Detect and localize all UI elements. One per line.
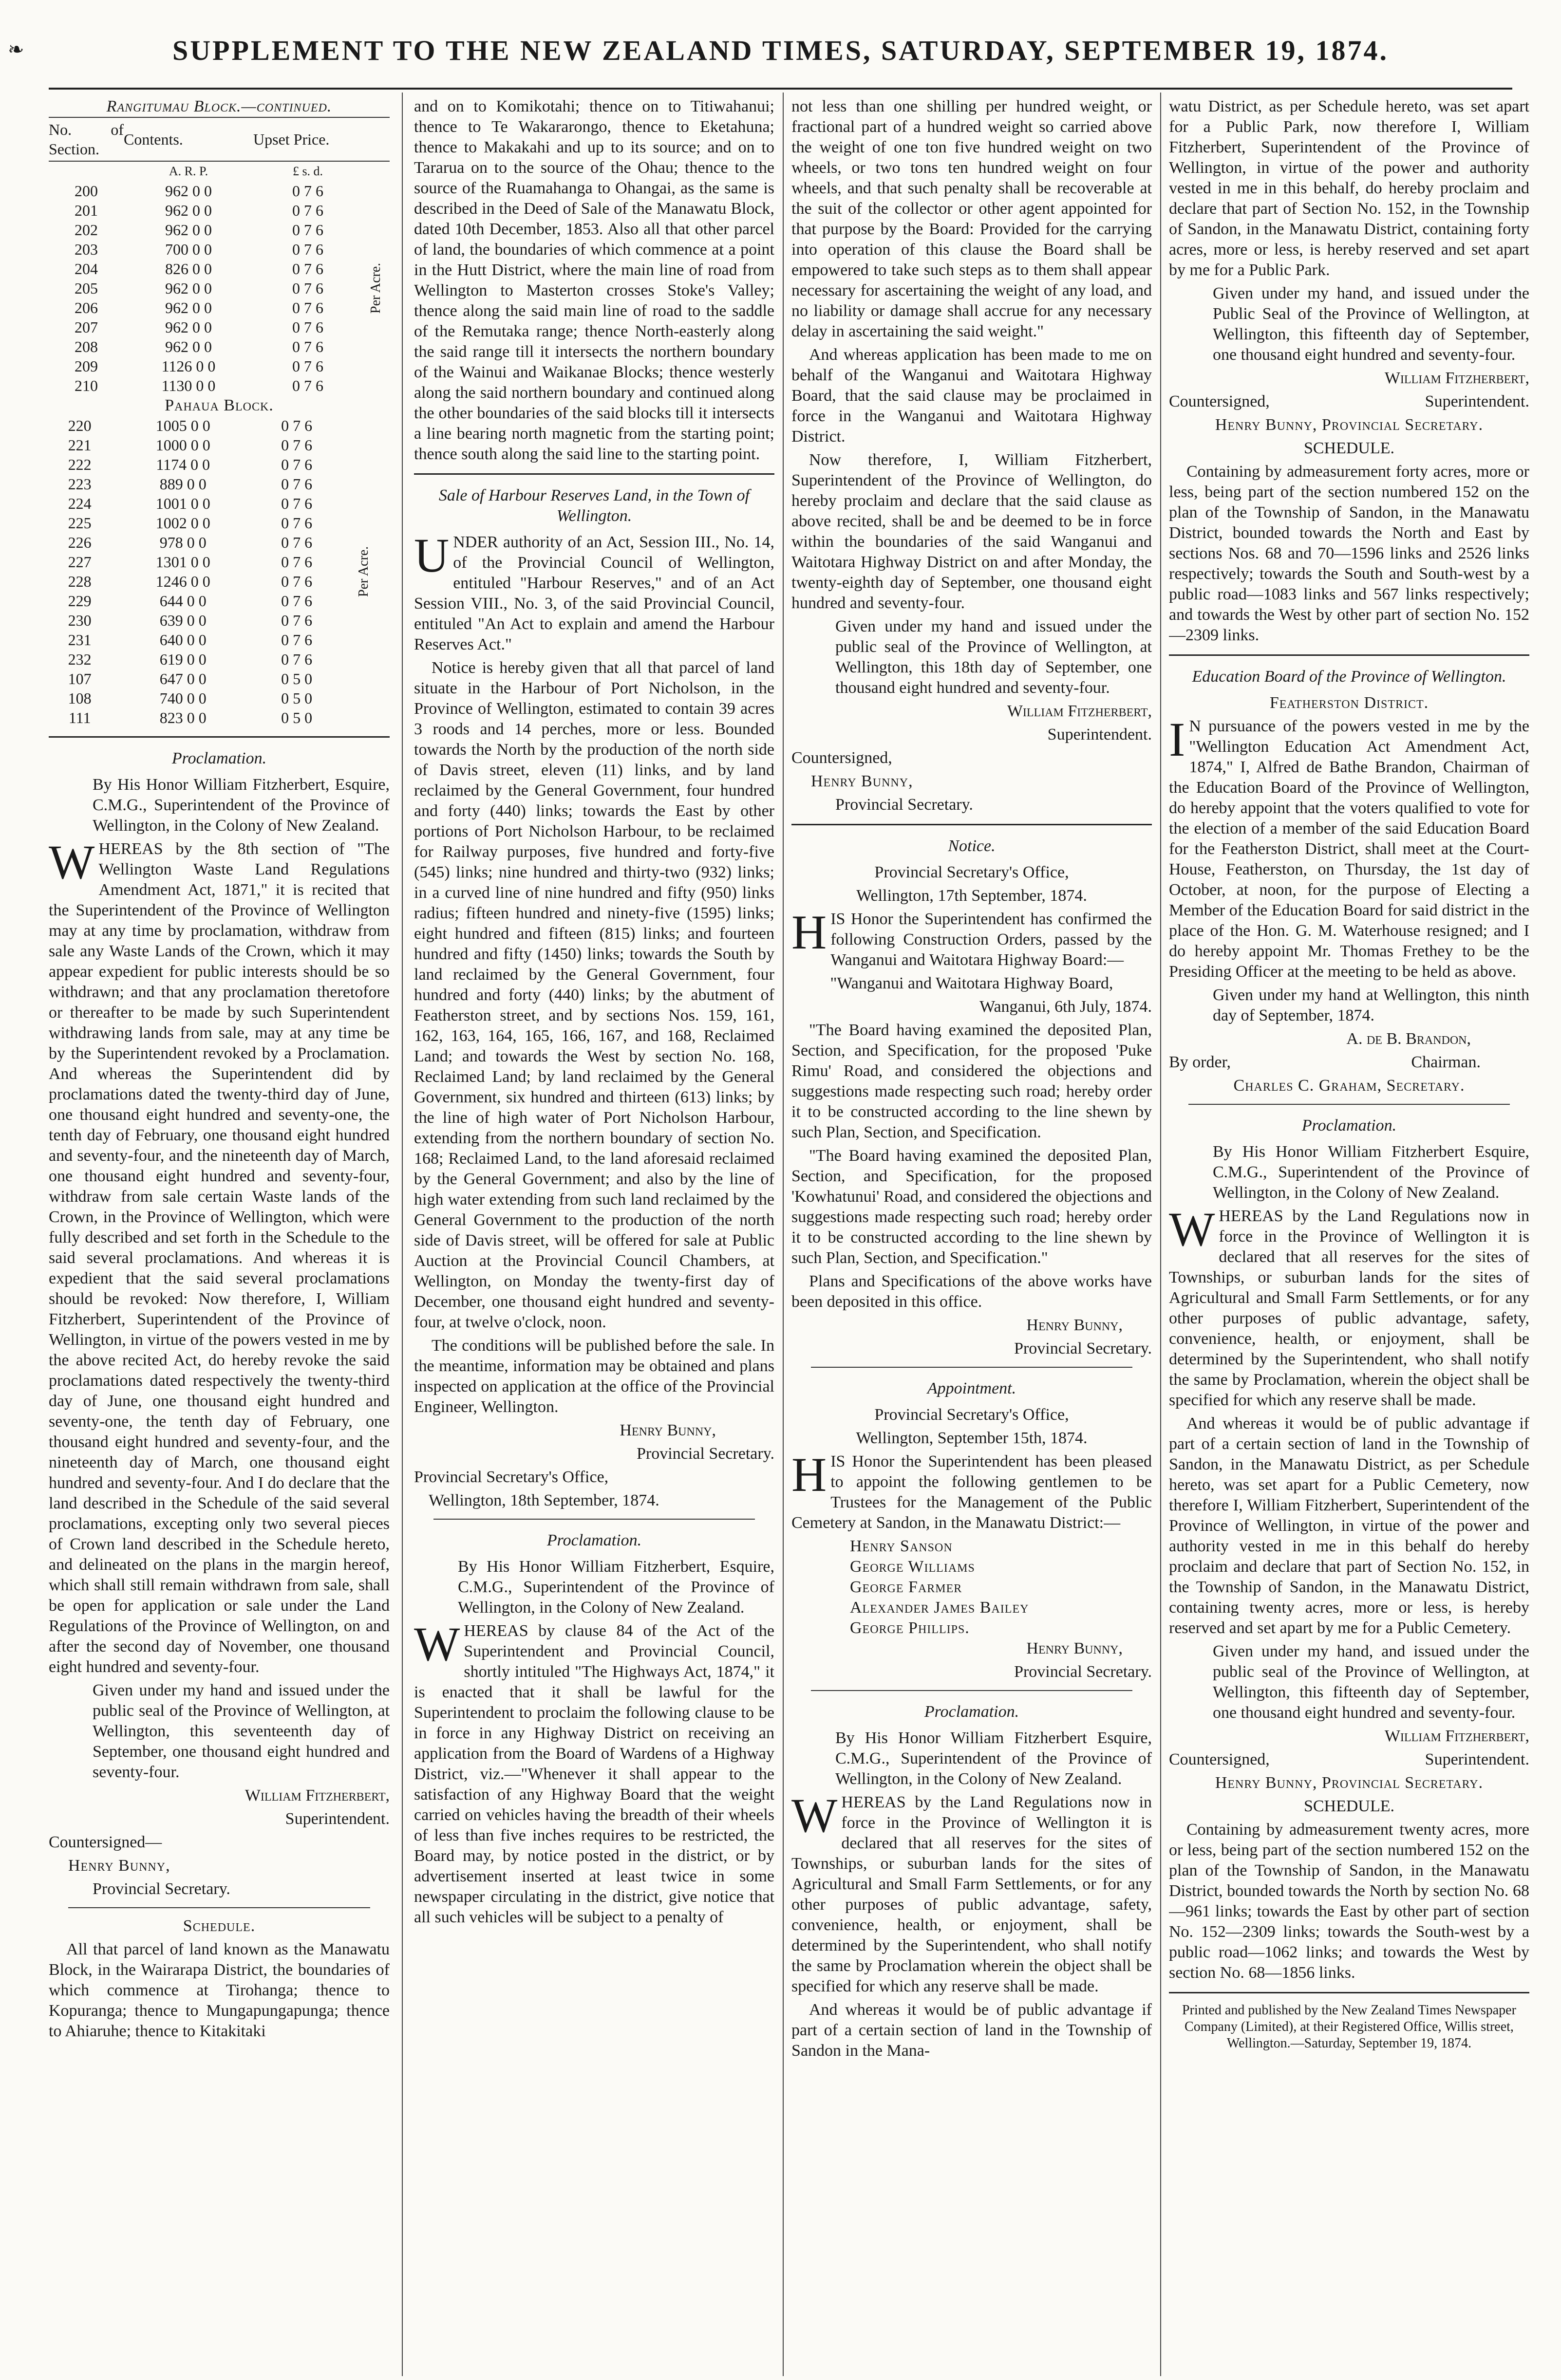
- price-cell: 0 7 6: [292, 182, 323, 200]
- section-number: 220: [68, 417, 92, 434]
- counter-name: Henry Bunny,: [811, 772, 913, 790]
- table-row: [49, 240, 390, 259]
- price-cell: 0 7 6: [292, 221, 323, 239]
- section-number: 207: [75, 318, 98, 336]
- counter-name: Henry Bunny,: [68, 1857, 170, 1875]
- appointment-body: HIS Honor the Superintendent has been pleased to appoint the following gentlemen to be Trustees for the Management of the Public Cemetery at Sandon, in the Manawatu District:—: [791, 1448, 1152, 1532]
- price-cell: 0 7 6: [292, 241, 323, 258]
- education-given: Given under my hand at Wellington, this ninth day of September, 1874.: [1213, 986, 1529, 1024]
- table-row: [49, 337, 390, 356]
- page-header: [0, 0, 1561, 83]
- schedule-table: [49, 117, 390, 395]
- table-row: [49, 259, 390, 279]
- divider: [414, 473, 774, 475]
- list-item: George Williams: [850, 1558, 975, 1576]
- harbour-conditions: The conditions will be published before the sale. In the meantime, information may be obtained and plans inspected on application at the office of the Provincial Engineer, Wellington.: [414, 1337, 774, 1416]
- col-header-contents: Contents.: [124, 117, 253, 161]
- dropcap: W: [49, 835, 95, 889]
- notice-title: Notice.: [948, 837, 996, 855]
- section-number: 221: [68, 436, 92, 454]
- education-by: By order, Chairman.: [1169, 1053, 1481, 1071]
- section-number: 232: [68, 651, 92, 668]
- paragraph: And whereas it would be of public advantage if part of a certain section of land in the Township of Sandon, in the Manawatu District, as per Schedule hereto, was set apart for a Public Cemetery, now therefore I, William Fitzherbert, Superintendent of the Province of Wellington, in virtue of the power and authority vested in me in this behalf do hereby proclaim and declare that part of Section No. 152, in the Township of Sandon, in the Manawatu District, containing twenty acres, more or less, is hereby reserved and set apart by me for a Public Cemetery.: [1169, 1414, 1529, 1637]
- price-cell: 0 7 6: [281, 514, 313, 532]
- col-header-price: Upset Price.: [253, 117, 362, 161]
- continued-body: not less than one shilling per hundred weight, or fractional part of a hundred weight so carried above the weight of one ton five hundred weight on two wheels, or two tons ten hundred weight on four wheels, and that such penalty shall be recoverable at the suit of the collector or other agent appointed for that purpose by the Board: Provided for the carrying into operation of this clause the Board shall be empowered to take such steps as to them shall appear necessary for ascertaining the weight of any load, and no liability or damage shall accrue for any necessary delay in ascertaining the said weight.": [791, 97, 1152, 340]
- proclamation-title: Proclamation.: [1301, 1116, 1397, 1134]
- contents-cell: 889 0 0: [159, 475, 207, 493]
- counter-line: Henry Bunny, Provincial Secretary.: [1215, 416, 1484, 434]
- education-district: Featherston District.: [1269, 694, 1429, 712]
- list-item: Henry Sanson: [850, 1537, 953, 1555]
- contents-cell: 1246 0 0: [155, 573, 210, 590]
- harbour-sig-title: Provincial Secretary.: [637, 1445, 774, 1463]
- plans-note: Plans and Specifications of the above works have been deposited in this office.: [791, 1272, 1152, 1311]
- contents-cell: 1001 0 0: [155, 495, 210, 512]
- dropcap: U: [414, 528, 450, 582]
- column-1: [49, 96, 390, 2370]
- trustee-list: [850, 1536, 1152, 1638]
- proclamation-by: By His Honor William Fitzherbert Esquire, C.M.G., Superintendent of the Province of Wellington, in the Colony of New Zealand.: [1213, 1143, 1529, 1202]
- price-cell: 0 7 6: [281, 475, 313, 493]
- continued-body: and on to Komikotahi; thence on to Titiwahanui; thence to Te Wakararongo, thence to Eketahuna; thence to Makakahi and up to its source; and on to Tararua on to the source of the Ohau; thence to the source of the Ruamahanga to Ohangai, as the same is described in the Deed of Sale of the Manawatu Block, dated 10th December, 1853. Also all that other parcel of land, the boundaries of which commence at a point in the Hutt District, where the main line of road from Wellington to Masterton crosses Stoke's Valley; thence along the said main line of road to the saddle of the Remutaka range; thence North-easterly along the said range till it intersects the northern boundary of the Wainui and Waikanae Blocks; thence westerly along the said northern boundary and continued along the other boundaries of the said blocks till it intersects a line bearing north magnetic from the starting point; thence south along the said line to the starting point.: [414, 97, 774, 463]
- notice-office: Provincial Secretary's Office,: [874, 863, 1069, 881]
- header-rule: [49, 88, 1512, 90]
- section-number: 107: [68, 670, 92, 688]
- price-cell: 0 7 6: [281, 436, 313, 454]
- units-acres: A. R. P.: [169, 164, 208, 178]
- per-acre-label: Per Acre.: [356, 546, 371, 597]
- price-cell: 0 7 6: [281, 553, 313, 571]
- price-cell: 0 7 6: [281, 417, 313, 434]
- given-clause: Given under my hand, and issued under the public seal of the Province of Wellington, at Wellington, this fifteenth day of September, one thousand eight hundred and seventy-four.: [1213, 1642, 1529, 1722]
- harbour-title: Sale of Harbour Reserves Land, in the Town of Wellington.: [438, 486, 750, 525]
- section-number: 204: [75, 260, 98, 278]
- countersigned: Countersigned, Superintendent.: [1169, 1750, 1529, 1768]
- price-cell: 0 7 6: [292, 260, 323, 278]
- contents-cell: 1005 0 0: [155, 417, 210, 434]
- education-sig: A. de B. Brandon,: [1346, 1030, 1471, 1048]
- section-number: 208: [75, 338, 98, 355]
- list-item: George Phillips.: [850, 1619, 970, 1637]
- contents-cell: 1174 0 0: [156, 456, 210, 473]
- contents-cell: 639 0 0: [159, 612, 207, 629]
- section-number: 202: [75, 221, 98, 239]
- section-number: 230: [68, 612, 92, 629]
- harbour-date: Wellington, 18th September, 1874.: [429, 1491, 659, 1509]
- proclamation-title: Proclamation.: [924, 1703, 1019, 1721]
- price-cell: 0 7 6: [281, 612, 313, 629]
- price-cell: 0 7 6: [281, 573, 313, 590]
- price-cell: 0 7 6: [281, 592, 313, 610]
- dropcap: H: [791, 905, 827, 959]
- block-title: Rangitumau Block.—continued.: [106, 97, 332, 115]
- section-number: 224: [68, 495, 92, 512]
- divider: [791, 824, 1152, 825]
- contents-cell: 978 0 0: [159, 534, 207, 551]
- section-number: 111: [68, 709, 91, 726]
- price-cell: 0 5 0: [281, 689, 313, 707]
- counter-title: Provincial Secretary.: [835, 796, 973, 814]
- divider: [433, 1519, 755, 1520]
- signature-name: William Fitzherbert,: [1384, 1727, 1529, 1745]
- schedule-body: All that parcel of land known as the Manawatu Block, in the Wairarapa District, the boundaries of which commence at Tirohanga; thence to Kopuranga; thence to Mungapungapunga; thence to Ahiaruhe; thence to Kitakitaki: [49, 1940, 390, 2040]
- section-number: 200: [75, 182, 98, 200]
- contents-cell: 740 0 0: [159, 689, 207, 707]
- ornament-icon: ❧: [8, 38, 24, 60]
- notice-body: HIS Honor the Superintendent has confirmed the following Construction Orders, passed by the Wanganui and Waitotara Highway Board:—: [791, 905, 1152, 969]
- paragraph: Now therefore, I, William Fitzherbert, Superintendent of the Province of Wellington, do hereby proclaim and declare that the said clause as above recited, shall be and be deemed to be in force within the boundaries of the said Wanganui and Waitotara Highway District on and after Monday, the twenty-eighth day of September, one thousand eight hundred and seventy-four.: [791, 451, 1152, 612]
- contents-cell: 1301 0 0: [155, 553, 210, 571]
- schedule-body: Containing by admeasurement forty acres, more or less, being part of the section numbered 152 on the plan of the Township of Sandon, in the Manawatu District, bounded towards the North and East by sections Nos. 68 and 70—1596 links and 2526 links respectively; towards the South and South-west by a public road—1083 links and 567 links respectively; and towards the West by other part of section No. 152—2309 links.: [1169, 463, 1529, 644]
- price-cell: 0 7 6: [292, 377, 323, 394]
- section-number: 225: [68, 514, 92, 532]
- table-row: [49, 356, 390, 376]
- price-cell: 0 7 6: [281, 534, 313, 551]
- order-2: "The Board having examined the deposited Plan, Section, and Specification, for the proposed 'Kowhatunui' Road, and considered the objections and suggestions made respecting such road; hereby order it to be constructed according to the line shewn by such Plan, Section, and Specification.": [791, 1147, 1152, 1267]
- contents-cell: 1000 0 0: [155, 436, 210, 454]
- counter-title: Provincial Secretary.: [93, 1880, 230, 1898]
- plans-sig-title: Provincial Secretary.: [1014, 1339, 1152, 1357]
- schedule-title: SCHEDULE.: [1303, 439, 1395, 457]
- board-date: Wanganui, 6th July, 1874.: [979, 998, 1152, 1016]
- schedule-title: SCHEDULE.: [1303, 1797, 1395, 1815]
- price-cell: 0 7 6: [281, 631, 313, 649]
- pahaua-title: Pahaua Block.: [165, 396, 274, 414]
- section-number: 108: [68, 689, 92, 707]
- appointment-date: Wellington, September 15th, 1874.: [856, 1429, 1088, 1447]
- printer-imprint: Printed and published by the New Zealand Times Newspaper Company (Limited), at their Registered Office, Willis street, Wellington.—Saturday, September 19, 1874.: [1182, 2003, 1516, 2051]
- contents-cell: 1130 0 0: [161, 377, 216, 394]
- dropcap: W: [791, 1788, 838, 1842]
- dropcap: H: [791, 1448, 827, 1502]
- divider: [49, 736, 390, 738]
- continued-body: watu District, as per Schedule hereto, was set apart for a Public Park, now therefore I, William Fitzherbert, Superintendent of the Province of Wellington, in virtue of the power and authority vested in me in this behalf, do hereby proclaim and declare that part of Section No. 152, in the Township of Sandon, in the Manawatu District, containing forty acres, more or less, is hereby reserved and set apart by me for a Public Park.: [1169, 97, 1529, 279]
- section-number: 228: [68, 573, 92, 590]
- contents-cell: 640 0 0: [159, 631, 207, 649]
- education-body: I N pursuance of the powers vested in me by the "Wellington Education Act Amendment Act, 1874," I, Alfred de Bathe Brandon, Chairman of the Education Board of the Province of Wellington, do hereby appoint that the voters qualified to vote for the election of a member of the said Education Board for the Featherston District, shall meet at the Court-House, Featherston, on Thursday, the 1st day of October, at noon, for the purpose of Electing a Member of the Education Board for said district in the place of the Hon. G. M. Waterhouse resigned; and I do hereby appoint Mr. Thomas Frethey to be the Presiding Officer at the meeting to be held as above.: [1169, 712, 1529, 981]
- proclamation-by: By His Honor William Fitzherbert Esquire, C.M.G., Superintendent of the Province of Wellington, in the Colony of New Zealand.: [835, 1729, 1152, 1788]
- divider: [1188, 1104, 1510, 1105]
- price-cell: 0 5 0: [281, 709, 313, 726]
- column-2: [414, 96, 774, 2370]
- harbour-body: Notice is hereby given that all that parcel of land situate in the Harbour of Port Nicholson, in the Province of Wellington, estimated to contain 39 acres 3 roods and 14 perches, more or less. Bounded towards the North by the production of the north side of Davis street, eleven (11) links, and by land reclaimed by the General Government, four hundred and forty (440) links; towards the East by other portions of Port Nicholson Harbour, to be reclaimed for Railway purposes, five hundred and forty-five (545) links; nine hundred and thirty-two (932) links; in a curved line of nine hundred and fifty (950) links radius; fifteen hundred and ninety-five (1595) links; eight hundred and fifteen (815) links; and fourteen hundred and fifty (1450) links; towards the South by land reclaimed by the General Government, four hundred and forty (440) links; by the abutment of Featherston street, and by sections Nos. 159, 161, 162, 163, 164, 165, 166, 167, and 168, Reclaimed Land; and towards the West by section No. 168, Reclaimed Land; by land reclaimed by the General Government, six hundred and thirteen (613) links; by the line of high water of Port Nicholson Harbour, extending from the northern boundary of section No. 168; Reclaimed Land, to the land aforesaid reclaimed by the General Government; and also by the line of high water extending from such land reclaimed by the General Government to the production of the north side of Davis street, will be offered for sale at Public Auction at the Provincial Council Chambers, at Wellington, on Monday the twenty-first day of December, one thousand eight hundred and seventy-four, at twelve o'clock, noon.: [414, 659, 774, 1331]
- given-clause: Given under my hand, and issued under the Public Seal of the Province of Wellington, at Wellington, this fifteenth day of September, one thousand eight hundred and seventy-four.: [1213, 284, 1529, 364]
- section-number: 231: [68, 631, 92, 649]
- signature-name: William Fitzherbert,: [1007, 702, 1152, 720]
- table-row: [49, 376, 390, 395]
- signature-name: William Fitzherbert,: [244, 1786, 390, 1804]
- contents-cell: 647 0 0: [159, 670, 207, 688]
- section-number: 222: [68, 456, 92, 473]
- countersigned: Countersigned—: [49, 1833, 162, 1851]
- section-number: 203: [75, 241, 98, 258]
- table-row: [49, 279, 390, 298]
- price-cell: 0 7 6: [281, 651, 313, 668]
- proclamation-body: WHEREAS by the Land Regulations now in force in the Province of Wellington it is declared that all reserves for the sites of Townships, or suburban lands for the sites of Agricultural and Small Farm Settlements, or for any other purposes of public advantage, safety, convenience, health, or enjoyment, shall be determined by the Superintendent, who shall notify the same by Proclamation, wherein the object shall be specified for which any reserve shall be made.: [1169, 1202, 1529, 1409]
- proclamation-by: By His Honor William Fitzherbert, Esquire, C.M.G., Superintendent of the Province of Wellington, in the Colony of New Zealand.: [458, 1558, 774, 1617]
- proclamation-body: WHEREAS by clause 84 of the Act of the Superintendent and Provincial Council, shortly intituled "The Highways Act, 1874," it is enacted that it shall be lawful for the Superintendent to proclaim the following clause to be in force in any Highway District on receiving an application from the Board of Wardens of a Highway District, viz.—"Whenever it shall appear to the satisfaction of any Highway Board that the weight carried on vehicles having the breadth of their wheels of less than five inches requires to be restricted, the Board may, by notice posted in the district, or by advertisement inserted at least twice in some newspaper circulating in the district, give notice that all such vehicles will be subject to a penalty of: [414, 1617, 774, 1926]
- given-clause: Given under my hand and issued under the public seal of the Province of Wellington, at Wellington, this 18th day of September, one thousand eight hundred and seventy-four.: [835, 617, 1152, 697]
- pahaua-table: [49, 416, 390, 727]
- countersigned: Countersigned,: [791, 749, 892, 767]
- column-divider-2: [783, 93, 784, 2376]
- contents-cell: 962 0 0: [165, 202, 212, 219]
- section-number: 201: [75, 202, 98, 219]
- section-number: 223: [68, 475, 92, 493]
- proclamation-title: Proclamation.: [546, 1531, 642, 1549]
- proclamation-title: Proclamation.: [171, 749, 267, 767]
- table-row: [49, 181, 390, 201]
- price-cell: 0 7 6: [292, 202, 323, 219]
- contents-cell: 1126 0 0: [161, 357, 216, 375]
- signature-title: Superintendent.: [1047, 725, 1152, 744]
- section-number: 205: [75, 279, 98, 297]
- countersigned: Countersigned, Superintendent.: [1169, 392, 1529, 410]
- proclamation-by: By His Honor William Fitzherbert, Esquire, C.M.G., Superintendent of the Province of Wellington, in the Colony of New Zealand.: [93, 776, 390, 835]
- harbour-sig: Henry Bunny,: [620, 1421, 716, 1439]
- contents-cell: 1002 0 0: [155, 514, 210, 532]
- col-header-section: No. of Section.: [49, 117, 124, 161]
- contents-cell: 644 0 0: [159, 592, 207, 610]
- contents-cell: 962 0 0: [165, 318, 212, 336]
- list-item: George Farmer: [850, 1578, 962, 1596]
- board-name: "Wanganui and Waitotara Highway Board,: [830, 974, 1113, 992]
- signature-name: William Fitzherbert,: [1384, 369, 1529, 387]
- table-row: [49, 220, 390, 240]
- contents-cell: 826 0 0: [165, 260, 212, 278]
- contents-cell: 823 0 0: [159, 709, 207, 726]
- paragraph: And whereas application has been made to me on behalf of the Wanganui and Waitotara Highway Board, that the said clause may be proclaimed in force in the Wanganui and Waitotara Highway District.: [791, 346, 1152, 446]
- dropcap: I: [1169, 712, 1185, 766]
- counter-line: Henry Bunny, Provincial Secretary.: [1215, 1774, 1484, 1792]
- table-row: [49, 201, 390, 220]
- plans-sig: Henry Bunny,: [1026, 1316, 1123, 1334]
- contents-cell: 962 0 0: [165, 338, 212, 355]
- schedule-body: Containing by admeasurement twenty acres, more or less, being part of the section numbered 152 on the plan of the Township of Sandon, in the Manawatu District, bounded towards the North by section No. 68—961 links; towards the East by other part of section No. 152—2309 links; towards the South-west by a public road—1062 links; and towards the West by section No. 68—1856 links.: [1169, 1821, 1529, 1982]
- appointment-office: Provincial Secretary's Office,: [874, 1406, 1069, 1424]
- dropcap: W: [1169, 1202, 1215, 1256]
- section-number: 210: [75, 377, 98, 394]
- appointment-sig-title: Provincial Secretary.: [1014, 1663, 1152, 1681]
- table-row: [49, 416, 390, 435]
- divider: [811, 1690, 1132, 1691]
- price-cell: 0 7 6: [292, 318, 323, 336]
- contents-cell: 962 0 0: [165, 299, 212, 316]
- notice-date: Wellington, 17th September, 1874.: [856, 887, 1087, 905]
- column-3: [791, 96, 1152, 2370]
- price-cell: 0 7 6: [281, 456, 313, 473]
- harbour-intro: UNDER authority of an Act, Session III., No. 14, of the Provincial Council of Wellington, entituled "Harbour Reserves," and of an Act Session VIII., No. 3, of the said Provincial Council, entituled "An Act to explain and amend the Harbour Reserves Act.": [414, 528, 774, 653]
- price-cell: 0 5 0: [281, 670, 313, 688]
- price-cell: 0 7 6: [292, 279, 323, 297]
- order-1: "The Board having examined the deposited Plan, Section, and Specification, for the proposed 'Puke Rimu' Road, and considered the objections and suggestions made respecting such road; hereby order it to be constructed according to the line shewn by such Plan, Section, and Specification.: [791, 1021, 1152, 1141]
- list-item: Alexander James Bailey: [850, 1599, 1029, 1617]
- contents-cell: 962 0 0: [165, 221, 212, 239]
- schedule-title: Schedule.: [183, 1917, 256, 1935]
- column-divider-1: [402, 93, 403, 2376]
- contents-cell: 619 0 0: [159, 651, 207, 668]
- price-cell: 0 7 6: [281, 495, 313, 512]
- page-title: SUPPLEMENT TO THE NEW ZEALAND TIMES, SATURDAY, SEPTEMBER 19, 1874.: [172, 35, 1389, 66]
- section-number: 209: [75, 357, 98, 375]
- price-cell: 0 7 6: [292, 299, 323, 316]
- units-money: £ s. d.: [292, 164, 323, 178]
- section-number: 206: [75, 299, 98, 316]
- contents-cell: 962 0 0: [165, 182, 212, 200]
- price-cell: 0 7 6: [292, 357, 323, 375]
- divider: [1169, 654, 1529, 656]
- divider: [811, 1367, 1132, 1368]
- contents-cell: 962 0 0: [165, 279, 212, 297]
- table-row: [49, 317, 390, 337]
- education-secretary: Charles C. Graham, Secretary.: [1233, 1077, 1465, 1095]
- proclamation-body: WHEREAS by the 8th section of "The Wellington Waste Land Regulations Amendment Act, 1871," it is recited that the Superintendent of the Province of Wellington may at any time by proclamation, withdraw from sale any Waste Lands of the Crown, which it may appear expedient for public interests should be so withdrawn; and that any proclamation theretofore or thereafter to be made by such Superintendent withdrawing lands from sale, may at any time be by the Superintendent revoked by a Proclamation. And whereas the Superintendent did by proclamations dated the twenty-third day of June, one thousand eight hundred and seventy-one, the tenth day of February, one thousand eight hundred and seventy-four, and the nineteenth day of March, one thousand eight hundred and seventy-four, withdraw from sale certain Waste lands of the Crown, in the Province of Wellington, which were fully described and set forth in the Schedule to the said several proclamations. And whereas it is expedient that the said several proclamations should be revoked: Now therefore, I, William Fitzherbert, Superintendent of the Province of Wellington, in virtue of the powers vested in me by the above recited Act, do hereby revoke the said proclamations dated respectively the twenty-third day of June, one thousand eight hundred and seventy-one, the tenth day of February, one thousand eight hundred and seventy-four, and the nineteenth day of March, one thousand eight hundred and seventy-four. And I do declare that the land described in the Schedule of the said several proclamations, excepting only two several pieces of Crown land described in the Schedule hereto, and delineated on the plans in the margin hereof, which shall still remain withdrawn from sale, shall be open for application or sale under the Land Regulations of the Province of Wellington, on and after the second day of November, one thousand eight hundred and seventy-four.: [49, 835, 390, 1676]
- dropcap: W: [414, 1617, 460, 1671]
- divider: [1169, 1992, 1529, 1993]
- education-title: Education Board of the Province of Wellington.: [1192, 668, 1506, 686]
- paragraph: And whereas it would be of public advantage if part of a certain section of land in the Township of Sandon in the Mana-: [791, 2001, 1152, 2060]
- price-cell: 0 7 6: [292, 338, 323, 355]
- column-divider-3: [1160, 93, 1161, 2376]
- section-number: 227: [68, 553, 92, 571]
- signature-title: Superintendent.: [285, 1810, 390, 1828]
- table-row: [49, 298, 390, 317]
- per-acre-label: Per Acre.: [368, 262, 383, 314]
- column-4: [1169, 96, 1529, 2370]
- given-clause: Given under my hand and issued under the public seal of the Province of Wellington, at Wellington, this seventeenth day of September, one thousand eight hundred and seventy-four.: [93, 1681, 390, 1781]
- section-number: 229: [68, 592, 92, 610]
- contents-cell: 700 0 0: [165, 241, 212, 258]
- harbour-office: Provincial Secretary's Office,: [414, 1468, 609, 1486]
- appointment-title: Appointment.: [927, 1379, 1016, 1397]
- divider: [68, 1907, 370, 1908]
- appointment-sig: Henry Bunny,: [1026, 1639, 1123, 1657]
- section-number: 226: [68, 534, 92, 551]
- proclamation-body: WHEREAS by the Land Regulations now in force in the Province of Wellington it is declared that all reserves for the sites of Townships, or suburban lands for the sites of Agricultural and Small Farm Settlements, or for any other purposes of public advantage, safety, convenience, health, or enjoyment, shall be determined by the Superintendent, who shall notify the same by Proclamation wherein the object shall be specified for which any reserve shall be made.: [791, 1788, 1152, 1995]
